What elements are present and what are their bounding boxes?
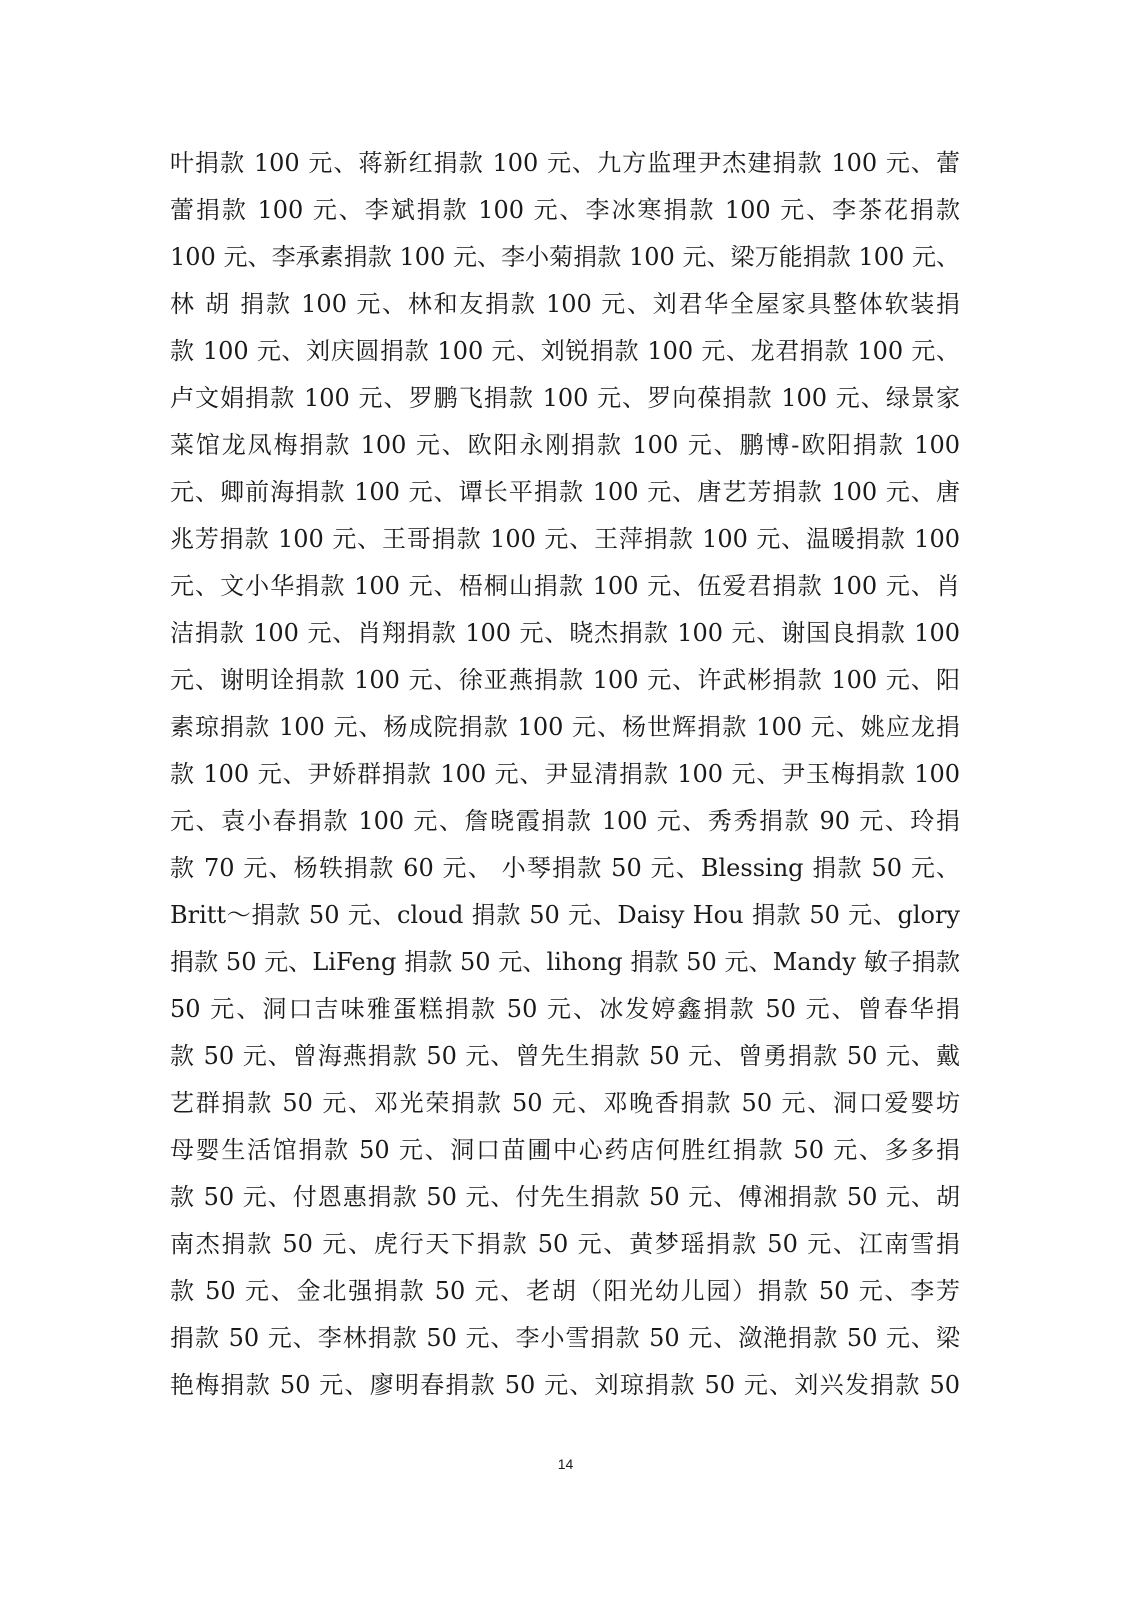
text-line: 兆芳捐款 100 元、王哥捐款 100 元、王萍捐款 100 元、温暖捐款 100 [170,525,960,553]
text-line: 50 元、洞口吉味雅蛋糕捐款 50 元、冰发婷鑫捐款 50 元、曾春华捐 [170,995,960,1023]
text-line: 款 50 元、曾海燕捐款 50 元、曾先生捐款 50 元、曾勇捐款 50 元、戴 [170,1042,960,1070]
text-line: 款 50 元、付恩惠捐款 50 元、付先生捐款 50 元、傅湘捐款 50 元、胡 [170,1183,960,1211]
text-line: 菜馆龙凤梅捐款 100 元、欧阳永刚捐款 100 元、鹏博-欧阳捐款 100 [170,431,960,459]
text-line: 叶捐款 100 元、蒋新红捐款 100 元、九方监理尹杰建捐款 100 元、蕾 [170,149,960,177]
text-line: 捐款 50 元、LiFeng 捐款 50 元、lihong 捐款 50 元、Mandy 敏子捐款 [170,948,960,976]
text-line: 元、袁小春捐款 100 元、詹晓霞捐款 100 元、秀秀捐款 90 元、玲捐 [170,807,960,835]
text-line: 款 50 元、金北强捐款 50 元、老胡（阳光幼儿园）捐款 50 元、李芳 [170,1277,960,1305]
text-line: 元、文小华捐款 100 元、梧桐山捐款 100 元、伍爱君捐款 100 元、肖 [170,572,960,600]
text-line: 艳梅捐款 50 元、廖明春捐款 50 元、刘琼捐款 50 元、刘兴发捐款 50 [170,1371,960,1399]
donation-list-text [170,140,960,1409]
text-line: 蕾捐款 100 元、李斌捐款 100 元、李冰寒捐款 100 元、李茶花捐款 [170,196,960,224]
text-line: 元、谢明诠捐款 100 元、徐亚燕捐款 100 元、许武彬捐款 100 元、阳 [170,666,960,694]
text-line: 艺群捐款 50 元、邓光荣捐款 50 元、邓晚香捐款 50 元、洞口爱婴坊 [170,1089,960,1117]
text-line: 林 胡 捐款 100 元、林和友捐款 100 元、刘君华全屋家具整体软装捐 [170,290,960,318]
text-line: 素琼捐款 100 元、杨成院捐款 100 元、杨世辉捐款 100 元、姚应龙捐 [170,713,960,741]
page-number: 14 [557,1456,574,1472]
text-line: Britt～捐款 50 元、cloud 捐款 50 元、Daisy Hou 捐款 50 元、glory [170,901,960,929]
text-line: 款 100 元、尹娇群捐款 100 元、尹显清捐款 100 元、尹玉梅捐款 100 [170,760,960,788]
text-line: 捐款 50 元、李林捐款 50 元、李小雪捐款 50 元、潋滟捐款 50 元、梁 [170,1324,960,1352]
text-line: 元、卿前海捐款 100 元、谭长平捐款 100 元、唐艺芳捐款 100 元、唐 [170,478,960,506]
text-line: 款 100 元、刘庆圆捐款 100 元、刘锐捐款 100 元、龙君捐款 100 元、 [170,337,960,365]
text-line: 款 70 元、杨轶捐款 60 元、 小琴捐款 50 元、Blessing 捐款 50 元、 [170,854,960,882]
text-line: 南杰捐款 50 元、虎行天下捐款 50 元、黄梦瑶捐款 50 元、江南雪捐 [170,1230,960,1258]
text-line: 母婴生活馆捐款 50 元、洞口苗圃中心药店何胜红捐款 50 元、多多捐 [170,1136,960,1164]
text-line: 卢文娟捐款 100 元、罗鹏飞捐款 100 元、罗向葆捐款 100 元、绿景家 [170,384,960,412]
text-line: 100 元、李承素捐款 100 元、李小菊捐款 100 元、梁万能捐款 100 元、 [170,243,960,271]
text-line: 洁捐款 100 元、肖翔捐款 100 元、晓杰捐款 100 元、谢国良捐款 100 [170,619,960,647]
